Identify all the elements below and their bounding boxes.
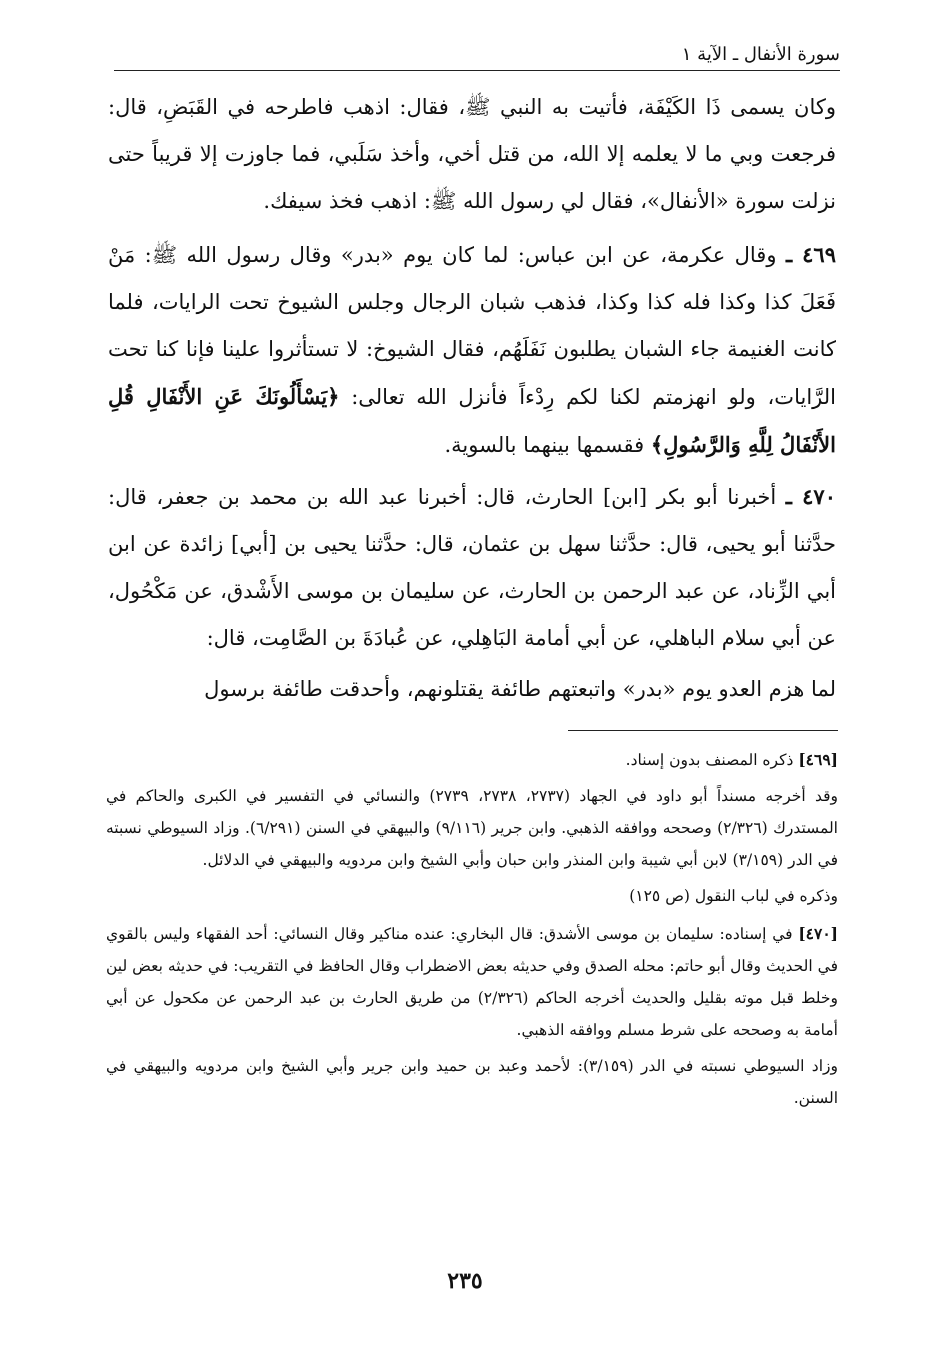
footnote-text: وزاد السيوطي نسبته في الدر (٣/١٥٩): لأحمد وعبد بن حميد وابن جرير وأبي الشيخ وابن مردويه والبيهقي في السنن. — [106, 1057, 838, 1107]
paragraph-text: وكان يسمى ذَا الكَيْفَة، فأتيت به النبي ﷺ، فقال: اذهب فاطرحه في القَبَضِ، قال: فرجعت وبي ما لا يعلمه إلا الله، من قتل أخي، وأخذ سَلَبي، فما جاوزت إلا قريباً حتى نزلت سورة «الأنفال»، فقال لي رسول الله ﷺ: اذهب فخذ سيفك. — [108, 95, 836, 213]
footnote-469-intro — [106, 744, 838, 776]
footnote-text: في إسناده: سليمان بن موسى الأشدق: قال البخاري: عنده مناكير وقال النسائي: أحد الفقهاء وليس بالقوي في الحديث وقال أبو حاتم: محله الصدق وفي حديثه بعض الاضطراب وقال الحافظ في التقريب: في حديثه بعض لين وخلط قبل موته بقليل والحديث أخرجه الحاكم (٢/٣٢٦) من طريق الحارث بن عبد الرحمن عن مكحول عن أبي أمامة به وصححه على شرط مسلم ووافقه الذهبي. — [106, 925, 838, 1039]
hadith-number: ٤٦٩ ـ — [785, 242, 836, 267]
footnote-text: ذكره المصنف بدون إسناد. — [625, 751, 794, 769]
footnote-text: وقد أخرجه مسنداً أبو داود في الجهاد (٢٧٣٧، ٢٧٣٨، ٢٧٣٩) والنسائي في التفسير في الكبرى والحاكم في المستدرك (٢/٣٢٦) وصححه ووافقه الذهبي. وابن جرير (٩/١١٦) والبيهقي في السنن (٦/٢٩١). وزاد السيوطي نسبته في الدر (٣/١٥٩) لابن أبي شيبة وابن المنذر وابن حبان وأبي الشيخ وابن مردويه والبيهقي في الدلائل. — [106, 787, 839, 869]
quran-verse: ﴿يَسْأَلُونَكَ عَنِ الأَنْفَالِ قُلِ الأَنْفَالُ لِلَّهِ وَالرَّسُولِ﴾ — [108, 384, 836, 457]
running-header: سورة الأنفال ـ الآية ١ — [681, 44, 840, 65]
footnote-tag: [٤٧٠] — [798, 924, 838, 943]
footnote-469-sources — [106, 780, 838, 876]
paragraph-470 — [108, 473, 836, 662]
footnote-470 — [106, 918, 838, 1046]
footnote-text: وذكره في لباب النقول (ص ١٢٥) — [629, 887, 838, 905]
paragraph-hadith-text — [108, 666, 836, 713]
paragraph-469 — [108, 231, 836, 469]
footnote-470-suyuti — [106, 1050, 838, 1114]
footnote-469-lubab — [106, 880, 838, 912]
paragraph-text: لما هزم العدو يوم «بدر» واتبعتهم طائفة يقتلونهم، وأحدقت طائفة برسول — [204, 677, 836, 701]
paragraph-text: وقال عكرمة، عن ابن عباس: لما كان يوم «بدر» وقال رسول الله ﷺ: مَنْ فَعَلَ كذا وكذا فله كذا وكذا، فذهب شبان الرجال وجلس الشيوخ تحت الرايات، فلما كانت الغنيمة جاء الشبان يطلبون نَفَلَهُم، فقال الشيوخ: لا تستأثروا علينا فإنا كنا تحت الرَّايات، ولو انهزمتم لكنا لكم رِدْءاً فأنزل الله تعالى: — [108, 243, 836, 409]
page-number: ٢٣٥ — [447, 1268, 483, 1294]
footnote-rule — [568, 730, 838, 731]
paragraph-text: أخبرنا أبو بكر [ابن] الحارث، قال: أخبرنا عبد الله بن محمد بن جعفر، قال: حدَّثنا أبو يحيى، قال: حدَّثنا سهل بن عثمان، قال: حدَّثنا يحيى بن [أبي] زائدة عن ابن أبي الزِّناد، عن عبد الرحمن بن الحارث، عن سليمان بن موسى الأَشْدق، عن مَكْحُول، عن أبي سلام الباهلي، عن أبي أمامة البَاهِلي، عن عُبادَةَ بن الصَّامِت، قال: — [108, 485, 836, 650]
footnotes — [106, 744, 838, 1114]
header-rule — [114, 70, 840, 71]
paragraph-text-after-verse: فقسمها بينهما بالسوية. — [444, 433, 645, 457]
paragraph-continuation — [108, 84, 836, 225]
footnote-tag: [٤٦٩] — [798, 750, 838, 769]
hadith-number: ٤٧٠ ـ — [785, 484, 836, 509]
main-text — [108, 84, 836, 713]
